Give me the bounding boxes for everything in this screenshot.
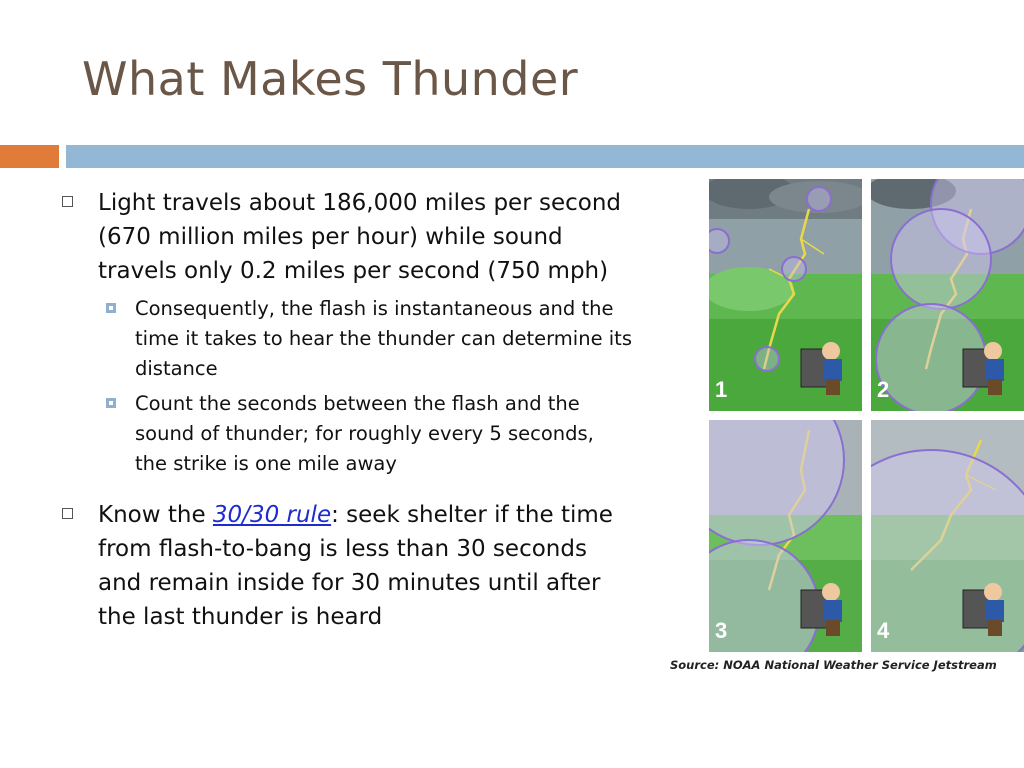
hollow-square-bullet-icon xyxy=(62,196,73,207)
sub-bullet-text: Count the seconds between the flash and the sound of thunder; for roughly every 5 seconds, the strike is one mile away xyxy=(135,392,594,475)
panel-number-3: 3 xyxy=(715,618,728,643)
hollow-square-bullet-icon xyxy=(62,508,73,519)
thunder-illustration xyxy=(709,179,1024,653)
accent-bar-blue xyxy=(66,145,1024,168)
30-30-rule-link[interactable]: 30/30 rule xyxy=(212,502,332,528)
slide-content xyxy=(62,186,632,640)
panel-4-image xyxy=(871,420,1024,652)
slide-title: What Makes Thunder xyxy=(82,52,579,106)
bullet-30-30-rule xyxy=(62,498,632,634)
sub-bullet-count-seconds xyxy=(98,389,632,479)
panel-number-2: 2 xyxy=(877,377,890,402)
panel-3-image xyxy=(709,420,862,652)
panel-1-image xyxy=(709,179,862,411)
panel-number-1: 1 xyxy=(715,377,728,402)
square-bullet-icon xyxy=(106,398,116,408)
figure-source-caption: Source: NOAA National Weather Service Jetstream xyxy=(670,658,997,672)
sub-bullet-text: Consequently, the flash is instantaneous and the time it takes to hear the thunder can determine its distance xyxy=(135,297,632,380)
accent-bar-orange xyxy=(0,145,59,168)
panel-number-4: 4 xyxy=(877,618,890,643)
bullet-prefix: Know the xyxy=(98,502,213,528)
bullet-suffix: : seek shelter if the time from flash-to-bang is less than 30 seconds and remain inside for 30 minutes until after the last thunder is heard xyxy=(98,502,613,630)
sub-bullet-instantaneous xyxy=(98,294,632,384)
panel-2-image xyxy=(871,179,1024,411)
bullet-text: Light travels about 186,000 miles per second (670 million miles per hour) while sound travels only 0.2 miles per second (750 mph) xyxy=(98,190,621,284)
bullet-light-speed xyxy=(62,186,632,288)
square-bullet-icon xyxy=(106,303,116,313)
